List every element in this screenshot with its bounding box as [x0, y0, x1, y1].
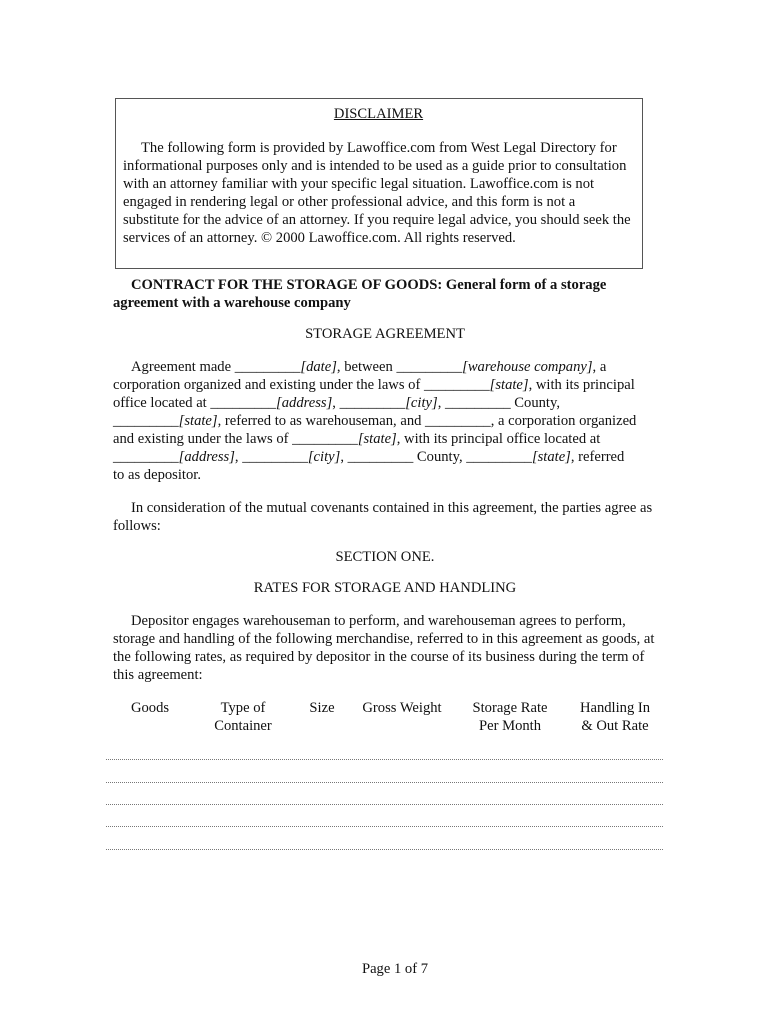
disclaimer-box: [115, 98, 643, 269]
agreement-text: , referred to as warehouseman, and _________, a corporation organized: [217, 413, 637, 429]
agreement-text: _________: [113, 413, 179, 429]
agreement-line: [113, 448, 673, 466]
agreement-text: , _________ County,: [437, 395, 560, 411]
page-number: Page 1 of 7: [361, 961, 429, 977]
agreement-text: , with its principal: [528, 377, 635, 393]
placeholder-field: [address]: [276, 395, 333, 411]
agreement-text: and existing under the laws of _________: [113, 431, 358, 447]
placeholder-field: [address]: [178, 449, 235, 465]
depositor-paragraph: Depositor engages warehouseman to perform, and warehouseman agrees to perform, storage and handling of the following merchandise, referred to in this agreement as goods, at the following rates, as required by depositor in the course of its business during the term of this agreement:: [113, 613, 655, 683]
section-title: RATES FOR STORAGE AND HANDLING: [253, 580, 517, 596]
agreement-line: [113, 430, 673, 448]
agreement-text: to as depositor.: [113, 467, 201, 483]
table-header-container: Type of Container: [214, 700, 272, 734]
agreement-text: , with its principal office located at: [396, 431, 601, 447]
disclaimer-body: The following form is provided by Lawoffice.com from West Legal Directory for informational purposes only and is intended to be used as a guide prior to consultation with an attorney familiar with your specific legal situation. Lawoffice.com is not engaged in rendering legal or other professional advice, and this form is not a substitute for the advice of an attorney. If you require legal advice, you should seek the services of an attorney. © 2000 Lawoffice.com. All rights reserved.: [123, 140, 631, 246]
placeholder-field: [city]: [307, 449, 341, 465]
agreement-line: [113, 412, 673, 430]
disclaimer-title: DISCLAIMER: [333, 106, 424, 122]
agreement-text: , _________: [234, 449, 308, 465]
agreement-text: Agreement made _________: [131, 359, 301, 375]
placeholder-field: [state]: [489, 377, 529, 393]
consideration-paragraph: In consideration of the mutual covenants contained in this agreement, the parties agree as follows:: [113, 500, 653, 534]
agreement-heading: STORAGE AGREEMENT: [305, 326, 465, 342]
agreement-text: _________: [113, 449, 179, 465]
placeholder-field: [state]: [357, 431, 397, 447]
agreement-text: , _________ County, _________: [340, 449, 532, 465]
agreement-paragraph: [113, 358, 673, 484]
table-fill-line[interactable]: [106, 826, 663, 827]
agreement-text: office located at _________: [113, 395, 277, 411]
agreement-text: , referred: [570, 449, 625, 465]
table-header-handling-rate: Handling In & Out Rate: [579, 700, 651, 734]
table-header-goods: Goods: [130, 700, 170, 716]
agreement-text: , _________: [332, 395, 406, 411]
agreement-text: , a: [592, 359, 607, 375]
agreement-text: , between _________: [336, 359, 463, 375]
agreement-line: [113, 394, 673, 412]
table-header-gross-weight: Gross Weight: [362, 700, 442, 716]
table-fill-line[interactable]: [106, 804, 663, 805]
placeholder-field: [state]: [531, 449, 571, 465]
section-heading: SECTION ONE.: [335, 549, 435, 565]
placeholder-field: [city]: [405, 395, 438, 411]
placeholder-field: [date]: [300, 359, 337, 375]
table-header-size: Size: [309, 700, 335, 716]
table-fill-line[interactable]: [106, 849, 663, 850]
table-fill-line[interactable]: [106, 759, 663, 760]
agreement-text: corporation organized and existing under the laws of _________: [113, 377, 490, 393]
agreement-line: [113, 466, 673, 484]
contract-title: CONTRACT FOR THE STORAGE OF GOODS: General form of a storage agreement with a warehouse company: [113, 277, 607, 311]
placeholder-field: [state]: [178, 413, 218, 429]
placeholder-field: [warehouse company]: [462, 359, 593, 375]
agreement-line: [113, 358, 673, 376]
table-header-storage-rate: Storage Rate Per Month: [472, 700, 548, 734]
table-fill-line[interactable]: [106, 782, 663, 783]
agreement-line: [113, 376, 673, 394]
